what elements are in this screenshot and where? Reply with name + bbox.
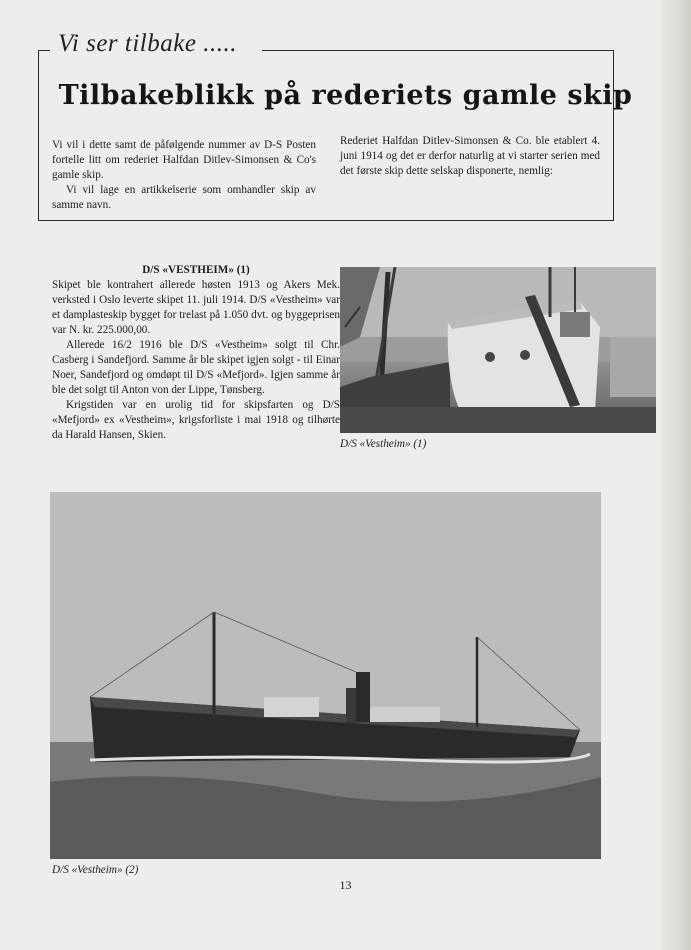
photo-2-caption: D/S «Vestheim» (2)	[52, 864, 139, 876]
article-paragraph-1: Skipet ble kontrahert allerede høsten 1913 og Akers Mek. verksted i Oslo leverte skipet 11. juli 1914. D/S «Vestheim» var et damplasteskip bygget for trelast på 1.050 dvt. og byggeprisen var N. kr. 225.000,00.	[52, 279, 340, 336]
intro-right-column	[340, 134, 600, 179]
article-heading: D/S «VESTHEIM» (1)	[142, 264, 250, 276]
article-paragraph-3: Krigstiden var en urolig tid for skipsfarten og D/S «Mefjord» ex «Vestheim», krigsforliste i mai 1918 og tilhørte da Harald Hansen, Skien.	[52, 399, 340, 441]
intro-paragraph-1: Vi vil i dette samt de påfølgende nummer av D-S Posten fortelle litt om rederiet Halfdan Ditlev-Simonsen & Co's gamle skip.	[52, 139, 316, 181]
article-column	[52, 263, 340, 443]
ship-photo-1	[340, 267, 656, 433]
photo-1-caption: D/S «Vestheim» (1)	[340, 438, 427, 450]
page-number: 13	[339, 878, 352, 892]
intro-paragraph-2: Vi vil lage en artikkelserie som omhandler skip av samme navn.	[52, 184, 316, 211]
page-title: Tilbakeblikk på rederiets gamle skip	[58, 80, 633, 111]
ship-photo-1-illustration	[340, 267, 656, 433]
article-paragraph-2: Allerede 16/2 1916 ble D/S «Vestheim» solgt til Chr. Casberg i Sandefjord. Samme år ble skipet igjen solgt - til Einar Noer, Sandefjord og omdøpt til D/S «Mefjord». Igjen samme år ble det solgt til Anton von der Lippe, Tønsberg.	[52, 339, 340, 396]
ship-photo-2	[50, 492, 601, 859]
intro-left-column	[52, 138, 316, 213]
page-edge	[661, 0, 691, 950]
section-label: Vi ser tilbake .....	[58, 30, 237, 57]
ship-photo-2-illustration	[50, 492, 601, 859]
intro-paragraph-3: Rederiet Halfdan Ditlev-Simonsen & Co. ble etablert 4. juni 1914 og det er derfor naturlig at vi starter serien med det første skip dette selskap disponerte, nemlig:	[340, 135, 600, 177]
